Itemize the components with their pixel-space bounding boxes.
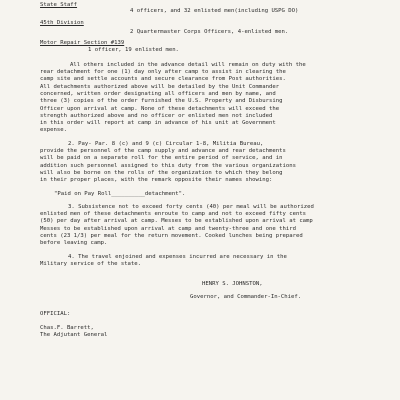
section-state-staff <box>40 2 386 16</box>
section-detail: 1 officer, 19 enlisted men. <box>88 47 179 54</box>
official-block <box>40 311 386 340</box>
official-title: The Adjutant General <box>40 332 108 339</box>
section-motor-repair <box>40 40 386 55</box>
section-heading: Motor Repair Section #139 <box>40 40 125 47</box>
paragraph-line: provide the personnel of the camp supply and advance and rear detachments <box>40 148 286 155</box>
paragraph-line: enlisted men of these detachments enroute to camp and not to exceed fifty cents <box>40 211 307 218</box>
section-heading: State Staff <box>40 2 78 8</box>
paragraph-line: expense. <box>40 127 67 134</box>
paragraph-line: will also be borne on the rolls of the organization to which they belong <box>40 169 283 176</box>
paragraph-subsistence <box>40 204 386 248</box>
paragraph-line: addition such personnel assigned to this duty from the various organizations <box>40 162 296 169</box>
paragraph-line: before leaving camp. <box>40 240 108 247</box>
section-detail: 2 Quartermaster Corps Officers, 4-enlisted men. <box>130 28 289 35</box>
section-45th-division <box>40 20 386 37</box>
paragraph-line: 2. Pay- Par. 8 (c) and 9 (c) Circular 1-8, Militia Bureau, <box>68 140 264 147</box>
paragraph-line: Military service of the state. <box>40 260 142 267</box>
paragraph-line: concerned, written order designating all officers and men by name, and <box>40 90 276 97</box>
signatory-name: HENRY S. JOHNSTON, <box>202 281 263 288</box>
paragraph-line: in their proper places, with the remark opposite their names showing: <box>40 177 273 184</box>
paragraph-line: rear detachment for one (1) day only after camp to assist in clearing the <box>40 69 286 76</box>
paragraph-line: in this order will report at camp in advance of his unit at Government <box>40 120 276 127</box>
signature-block <box>40 281 386 301</box>
paragraph-line: 3. Subsistence not to exceed forty cents (40) per meal will be authorized <box>68 203 314 210</box>
official-label: OFFICIAL: <box>40 310 71 317</box>
paragraph-line: cents (23 1/3) per meal for the return movement. Cooked lunches being prepared <box>40 233 303 240</box>
paragraph-line: three (3) copies of the order furnished the U.S. Property and Disbursing <box>40 98 283 105</box>
official-name: Chas.F. Barrett, <box>40 325 94 332</box>
paragraph-line: 4. The travel enjoined and expenses incurred are necessary in the <box>68 253 287 260</box>
paragraph-line: strength authorized above and no officer or enlisted men not included <box>40 112 273 119</box>
signatory-title: Governor, and Commander-In-Chief. <box>190 293 302 300</box>
section-detail: 4 officers, and 32 enlisted men(including USPG DO) <box>130 8 299 15</box>
paragraph-pay <box>40 141 386 185</box>
paragraph-travel <box>40 254 386 269</box>
paragraph-line: All detachments authorized above will be detailed by the Unit Commander <box>40 83 280 90</box>
pay-roll-quote: "Paid on Pay Roll__________detachment". <box>54 190 186 197</box>
section-heading: 45th Division <box>40 19 84 26</box>
paragraph-line: Messes to be established upon arrival at camp and twenty-three and one third <box>40 225 296 232</box>
paragraph-line: All others included in the advance detail will remain on duty with the <box>70 61 306 68</box>
paragraph-line: camp site and settle accounts and secure clearance from Post authorities. <box>40 76 286 83</box>
paragraph-line: Officer upon arrival at camp. None of these detachments will exceed the <box>40 105 280 112</box>
paragraph-advance-detail <box>40 62 386 135</box>
paragraph-line: will be paid on a separate roll for the entire period of service, and in <box>40 155 283 162</box>
paragraph-line: (50) per day after arrival at camp. Messes to be established upon arrival at camp <box>40 218 313 225</box>
